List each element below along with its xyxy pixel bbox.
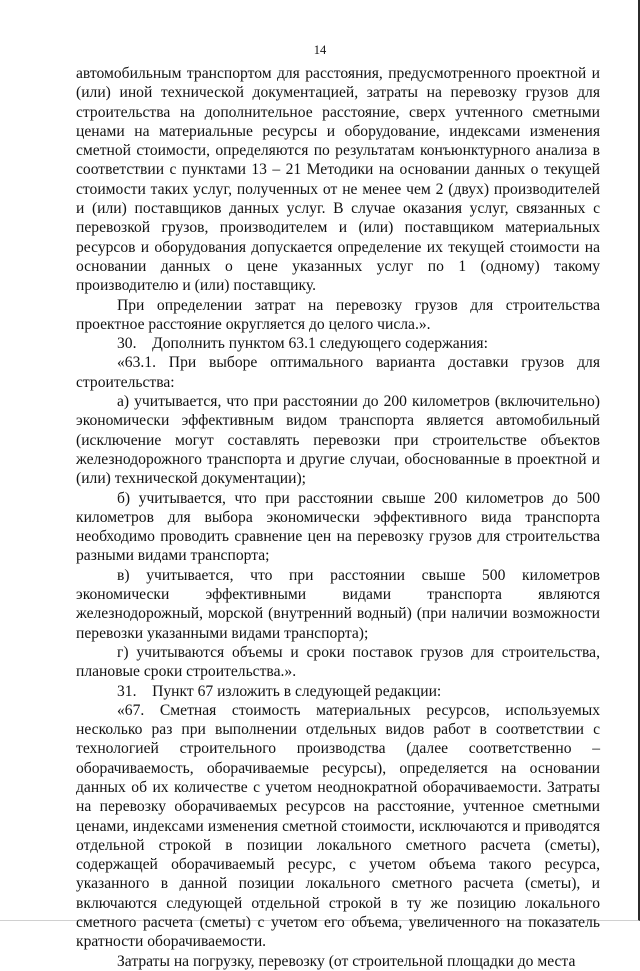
paragraph-63-1: «63.1. При выборе оптимального варианта доставки грузов для строительства: [76,354,600,391]
paragraph-63-1-v: в) учитывается, что при расстоянии свыше 500 километров экономически эффективными видами транспорта являются железнодорожный, морской (внутренний водный) (при наличии возможности перевозки указанными видами транспорта); [76,566,600,642]
paragraph-67: «67. Сметная стоимость материальных ресурсов, используемых несколько раз при выполнении отдельных видов работ в соответствии с технологией строительного производства (далее соответственно – оборачиваемость, оборачиваемые ресурсы), определяется на основании данных об их количестве с учетом неоднократной оборачиваемости. Затраты на перевозку оборачиваемых ресурсов на расстояние, учтенное сметными ценами, индексами изменения сметной стоимости, исключаются и приводятся отдельной строкой в позиции локального сметного расчета (сметы), содержащей оборачиваемый ресурс, с учетом объема такого ресурса, указанного в данной позиции локального сметного расчета (сметы), и включаются следующей отдельной строкой в ту же позицию локального сметного расчета (сметы) с учетом его объема, увеличенного на показатель кратности оборачиваемости. [76,701,600,951]
paragraph-item-31: 31. Пункт 67 изложить в следующей редакции: [117,682,442,700]
paragraph-63-1-b: б) учитывается, что при расстоянии свыше 200 километров до 500 километров для выбора экономически эффективного вида транспорта необходимо проводить сравнение цен на перевозку грузов для строительства разными видами транспорта; [76,489,600,565]
paragraph-continuation: автомобильным транспортом для расстояния, предусмотренного проектной и (или) иной технической документацией, затраты на перевозку грузов для строительства на дополнительное расстояние, сверх учтенного сметными ценами на материальные ресурсы и оборудование, индексами изменения сметной стоимости, определяются по результатам конъюнктурного анализа в соответствии с пунктами 13 – 21 Методики на основании данных о текущей стоимости таких услуг, полученных от не менее чем 2 (двух) производителей и (или) поставщиков данных услуг. В случае оказания услуг, связанных с перевозкой грузов, производителем и (или) поставщиком материальных ресурсов и оборудования допускается определение их текущей стоимости на основании данных о цене указанных услуг по 1 (одному) такому производителю и (или) поставщику. [76,65,600,295]
document-body [76,64,600,971]
page-number: 14 [313,43,327,57]
paragraph-distance-rounding: При определении затрат на перевозку грузов для строительства проектное расстояние округляется до целого числа.». [76,296,600,333]
paragraph-63-1-a: а) учитывается, что при расстоянии до 200 километров (включительно) экономически эффективным видом транспорта является автомобильный (исключение могут составлять перевозки при строительстве объектов железнодорожного транспорта и другие случаи, обоснованные в проектной и (или) технической документации); [76,393,600,488]
paragraph-loading-costs: Затраты на погрузку, перевозку (от строительной площадки до места [117,952,576,970]
paragraph-item-30: 30. Дополнить пунктом 63.1 следующего содержания: [117,335,488,353]
paragraph-63-1-g: г) учитываются объемы и сроки поставок грузов для строительства, плановые сроки строительства.». [76,643,600,681]
